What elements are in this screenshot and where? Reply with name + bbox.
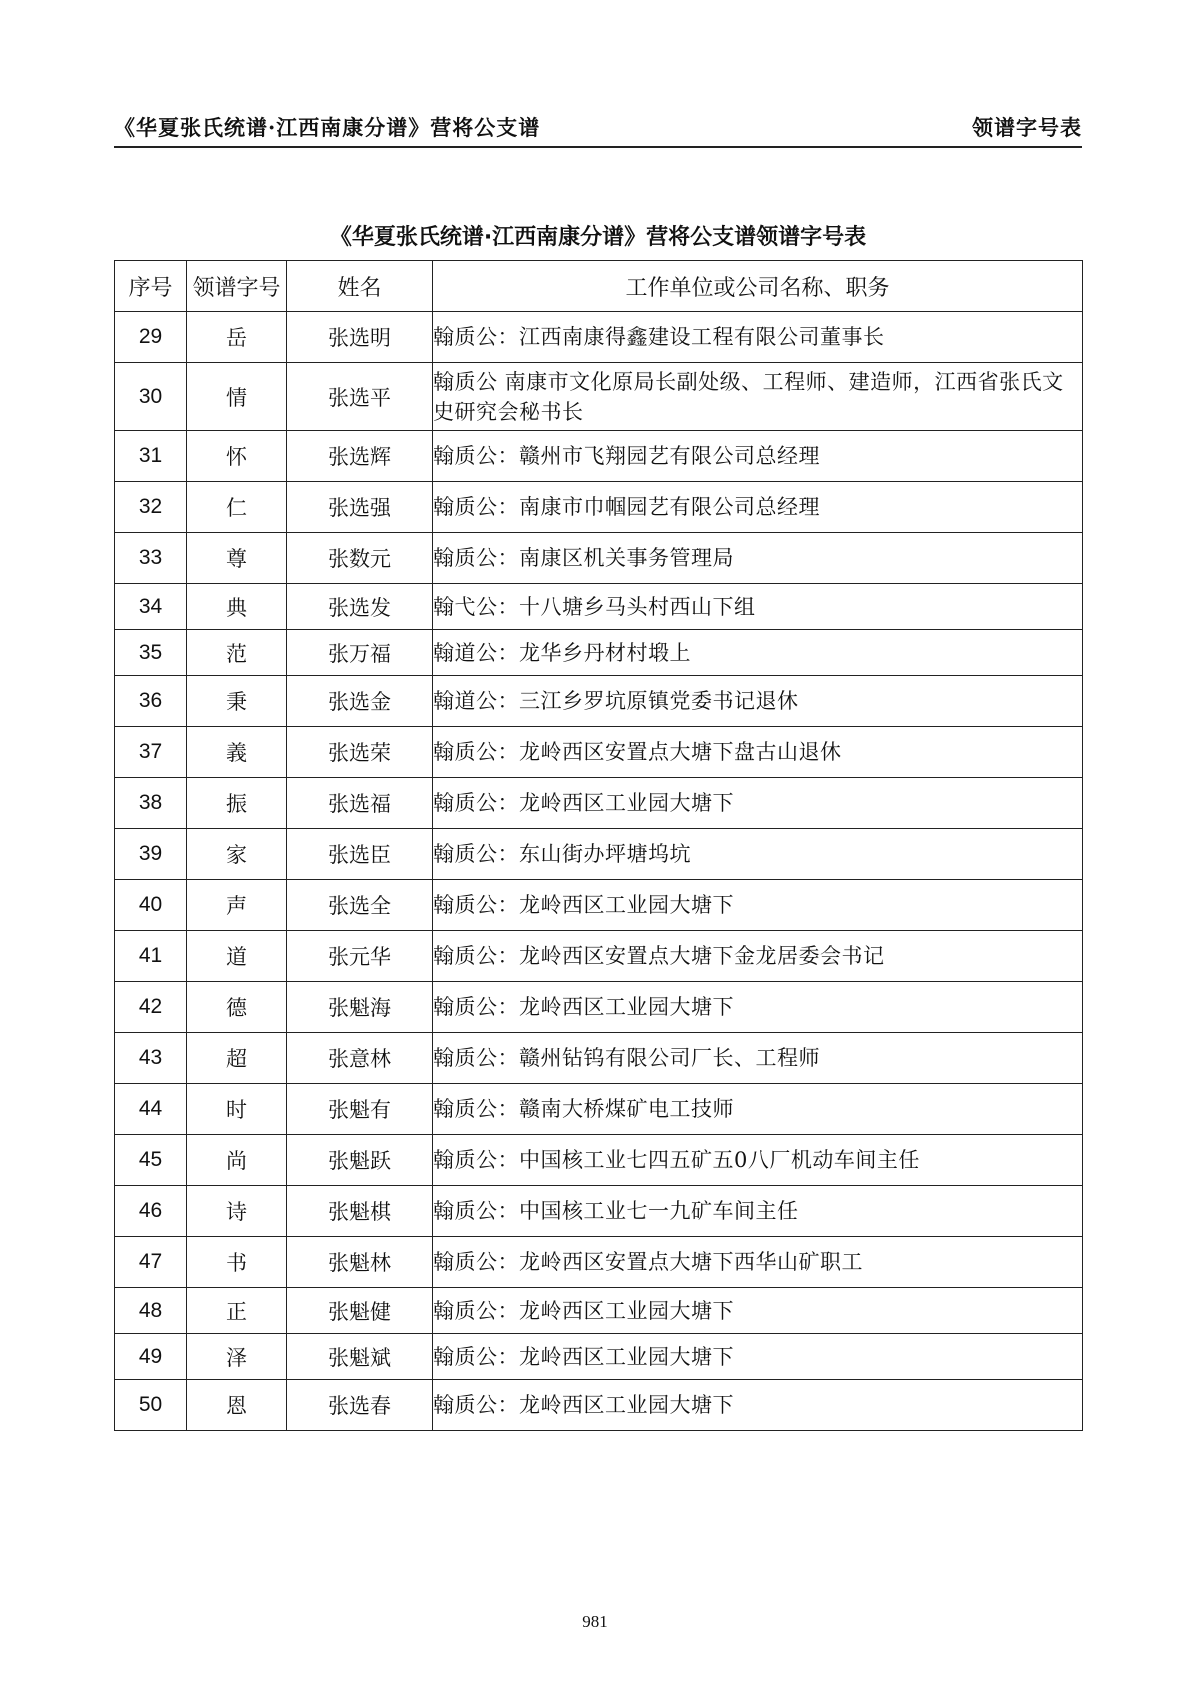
row-name: 张选辉 [287, 431, 433, 482]
row-character: 时 [187, 1084, 287, 1135]
row-name: 张选金 [287, 676, 433, 727]
table-row [115, 1380, 1083, 1431]
row-name: 张数元 [287, 533, 433, 584]
row-work-unit: 翰质公：龙岭西区工业园大塘下 [433, 982, 1083, 1033]
row-number: 29 [115, 312, 187, 363]
running-header [114, 112, 1082, 148]
row-character: 正 [187, 1288, 287, 1334]
row-number: 50 [115, 1380, 187, 1431]
row-name: 张选强 [287, 482, 433, 533]
table-row [115, 630, 1083, 676]
row-number: 47 [115, 1237, 187, 1288]
row-work-unit: 翰质公：龙岭西区安置点大塘下西华山矿职工 [433, 1237, 1083, 1288]
row-work-unit: 翰道公：龙华乡丹材村塅上 [433, 630, 1083, 676]
row-work-unit: 翰质公：龙岭西区安置点大塘下盘古山退休 [433, 727, 1083, 778]
table-row [115, 1288, 1083, 1334]
row-work-unit: 翰质公：龙岭西区工业园大塘下 [433, 1288, 1083, 1334]
row-character: 恩 [187, 1380, 287, 1431]
row-character: 秉 [187, 676, 287, 727]
row-work-unit: 翰道公：三江乡罗坑原镇党委书记退休 [433, 676, 1083, 727]
row-name: 张意林 [287, 1033, 433, 1084]
page-number: 981 [582, 1612, 608, 1631]
row-work-unit: 翰质公：南康市巾帼园艺有限公司总经理 [433, 482, 1083, 533]
row-character: 岳 [187, 312, 287, 363]
row-character: 泽 [187, 1334, 287, 1380]
column-header-name: 姓名 [287, 261, 433, 312]
column-header-char: 领谱字号 [187, 261, 287, 312]
row-work-unit: 翰质公：赣州钻钨有限公司厂长、工程师 [433, 1033, 1083, 1084]
table-row [115, 584, 1083, 630]
row-number: 40 [115, 880, 187, 931]
row-character: 尚 [187, 1135, 287, 1186]
row-number: 46 [115, 1186, 187, 1237]
table-row [115, 880, 1083, 931]
row-work-unit: 翰质公：龙岭西区安置点大塘下金龙居委会书记 [433, 931, 1083, 982]
table-row [115, 312, 1083, 363]
row-number: 36 [115, 676, 187, 727]
row-character: 情 [187, 363, 287, 431]
row-character: 仁 [187, 482, 287, 533]
row-work-unit: 翰质公 南康市文化原局长副处级、工程师、建造师，江西省张氏文史研究会秘书长 [433, 363, 1083, 431]
row-character: 尊 [187, 533, 287, 584]
row-number: 33 [115, 533, 187, 584]
table-row [115, 1135, 1083, 1186]
row-name: 张选全 [287, 880, 433, 931]
row-character: 超 [187, 1033, 287, 1084]
row-character: 家 [187, 829, 287, 880]
table-row [115, 829, 1083, 880]
row-name: 张选发 [287, 584, 433, 630]
table-row [115, 931, 1083, 982]
row-number: 30 [115, 363, 187, 431]
row-work-unit: 翰质公：东山街办坪塘坞坑 [433, 829, 1083, 880]
table-row [115, 778, 1083, 829]
running-header-title: 《华夏张氏统谱·江西南康分谱》营将公支谱 [114, 115, 541, 140]
row-work-unit: 翰质公：龙岭西区工业园大塘下 [433, 778, 1083, 829]
table-row [115, 1237, 1083, 1288]
row-number: 32 [115, 482, 187, 533]
row-character: 德 [187, 982, 287, 1033]
row-number: 31 [115, 431, 187, 482]
row-number: 45 [115, 1135, 187, 1186]
row-number: 44 [115, 1084, 187, 1135]
row-name: 张选福 [287, 778, 433, 829]
row-name: 张选荣 [287, 727, 433, 778]
row-number: 48 [115, 1288, 187, 1334]
table-row [115, 676, 1083, 727]
row-name: 张选臣 [287, 829, 433, 880]
row-work-unit: 翰质公：江西南康得鑫建设工程有限公司董事长 [433, 312, 1083, 363]
row-work-unit: 翰质公：中国核工业七四五矿五0八厂机动车间主任 [433, 1135, 1083, 1186]
table-row [115, 363, 1083, 431]
row-name: 张魁棋 [287, 1186, 433, 1237]
row-work-unit: 翰质公：赣州市飞翔园艺有限公司总经理 [433, 431, 1083, 482]
row-number: 49 [115, 1334, 187, 1380]
row-character: 声 [187, 880, 287, 931]
row-work-unit: 翰弋公：十八塘乡马头村西山下组 [433, 584, 1083, 630]
table-row [115, 1084, 1083, 1135]
row-work-unit: 翰质公：中国核工业七一九矿车间主任 [433, 1186, 1083, 1237]
row-character: 義 [187, 727, 287, 778]
row-number: 42 [115, 982, 187, 1033]
row-character: 道 [187, 931, 287, 982]
row-character: 典 [187, 584, 287, 630]
row-name: 张魁海 [287, 982, 433, 1033]
row-name: 张万福 [287, 630, 433, 676]
row-number: 41 [115, 931, 187, 982]
roster-body [115, 312, 1083, 1431]
row-number: 35 [115, 630, 187, 676]
row-name: 张选春 [287, 1380, 433, 1431]
row-character: 范 [187, 630, 287, 676]
table-title: 《华夏张氏统谱·江西南康分谱》营将公支谱领谱字号表 [329, 225, 867, 250]
column-header-work: 工作单位或公司名称、职务 [433, 261, 1083, 312]
table-header-row [115, 261, 1083, 312]
table-row [115, 727, 1083, 778]
row-work-unit: 翰质公：龙岭西区工业园大塘下 [433, 1334, 1083, 1380]
row-character: 书 [187, 1237, 287, 1288]
row-number: 38 [115, 778, 187, 829]
row-number: 34 [115, 584, 187, 630]
roster-table [114, 260, 1083, 1431]
column-header-no: 序号 [115, 261, 187, 312]
row-name: 张魁林 [287, 1237, 433, 1288]
row-name: 张魁健 [287, 1288, 433, 1334]
row-name: 张选明 [287, 312, 433, 363]
row-work-unit: 翰质公：龙岭西区工业园大塘下 [433, 880, 1083, 931]
row-work-unit: 翰质公：南康区机关事务管理局 [433, 533, 1083, 584]
table-row [115, 982, 1083, 1033]
row-name: 张魁有 [287, 1084, 433, 1135]
table-row [115, 482, 1083, 533]
row-name: 张元华 [287, 931, 433, 982]
row-work-unit: 翰质公：赣南大桥煤矿电工技师 [433, 1084, 1083, 1135]
row-character: 怀 [187, 431, 287, 482]
row-number: 37 [115, 727, 187, 778]
row-number: 39 [115, 829, 187, 880]
table-row [115, 1334, 1083, 1380]
row-work-unit: 翰质公：龙岭西区工业园大塘下 [433, 1380, 1083, 1431]
table-row [115, 1033, 1083, 1084]
table-row [115, 533, 1083, 584]
row-name: 张魁跃 [287, 1135, 433, 1186]
row-name: 张选平 [287, 363, 433, 431]
row-number: 43 [115, 1033, 187, 1084]
table-row [115, 1186, 1083, 1237]
row-character: 振 [187, 778, 287, 829]
running-header-section: 领谱字号表 [972, 115, 1082, 140]
row-character: 诗 [187, 1186, 287, 1237]
table-row [115, 431, 1083, 482]
row-name: 张魁斌 [287, 1334, 433, 1380]
